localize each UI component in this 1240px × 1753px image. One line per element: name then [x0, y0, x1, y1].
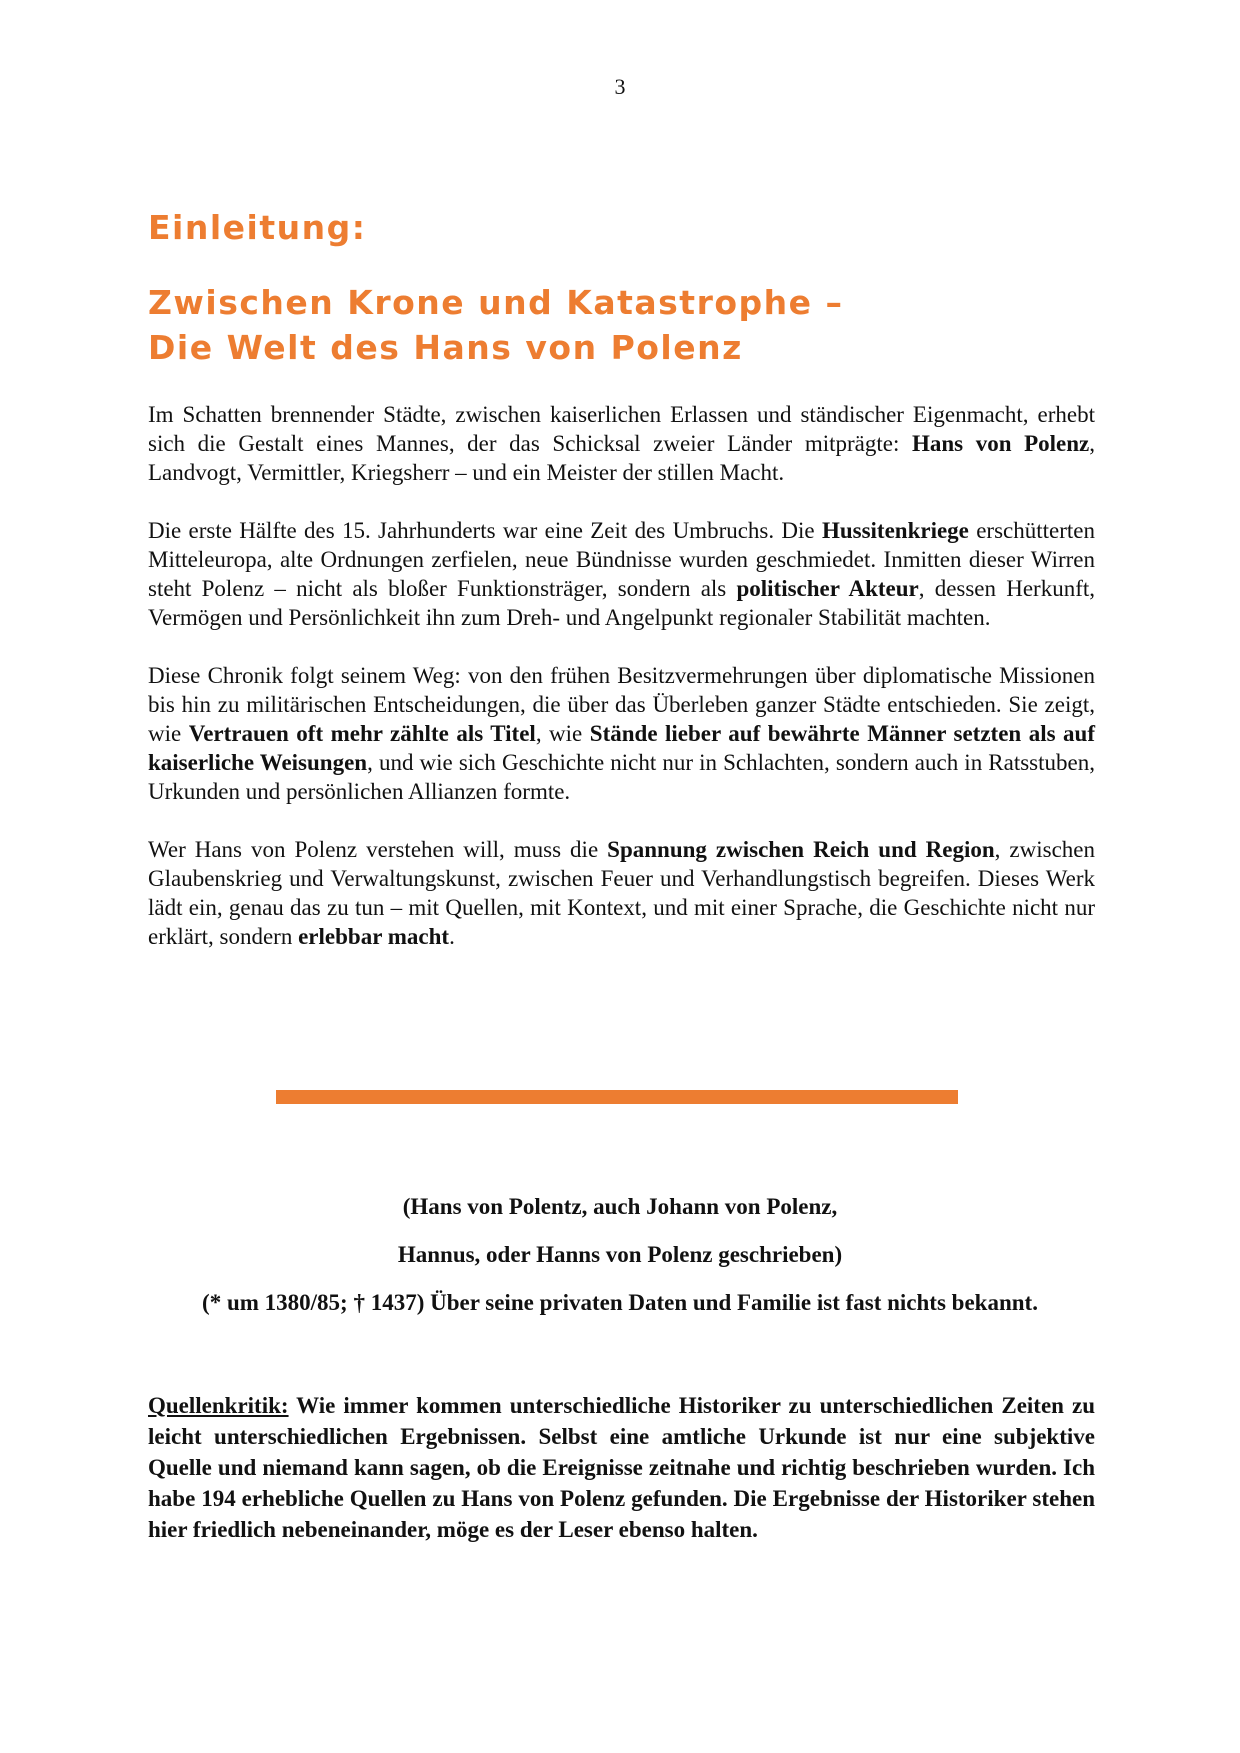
emphasis-text: erlebbar macht: [298, 924, 450, 949]
emphasis-text: Hussitenkriege: [821, 518, 969, 543]
source-criticism-label: Quellenkritik:: [148, 1393, 289, 1418]
paragraph: [148, 661, 1095, 806]
emphasis-text: politischer Akteur: [736, 576, 919, 601]
emphasis-text: Vertrauen oft mehr zählte als Titel: [188, 721, 536, 746]
orange-divider: [276, 1090, 958, 1104]
paragraph-text: , Landvogt, Vermittler, Kriegsherr – und ein Meister der stillen Macht.: [148, 431, 1095, 485]
subheading-line-2: Die Welt des Hans von Polenz: [148, 328, 743, 367]
paragraph-text: , und wie sich Geschichte nicht nur in Schlachten, sondern auch in Ratsstuben, Urkunden und persönlichen Allianzen formte.: [148, 750, 1095, 804]
emphasis-text: Stände lieber auf bewährte Männer setzten als auf kaiserliche Weisungen: [148, 721, 1095, 775]
page-number: 3: [614, 74, 626, 99]
paragraph-text: Wer Hans von Polenz verstehen will, muss die: [148, 837, 608, 862]
life-dates-line: (* um 1380/85; † 1437) Über seine privaten Daten und Familie ist fast nichts bekannt.: [202, 1290, 1038, 1315]
paragraph-text: Im Schatten brennender Städte, zwischen kaiserlichen Erlassen und ständischer Eigenmacht, erhebt sich die Gestalt eines Mannes, der das Schicksal zweier Länder mitprägte:: [148, 402, 1095, 456]
paragraph: [148, 516, 1095, 632]
subheading-line-1: Zwischen Krone und Katastrophe –: [148, 283, 844, 322]
emphasis-text: Hans von Polenz: [911, 431, 1090, 456]
names-line-1: (Hans von Polentz, auch Johann von Polenz,: [402, 1194, 838, 1219]
paragraph-text: , wie: [535, 721, 590, 746]
paragraph-text: erschütterten Mitteleuropa, alte Ordnungen zerfielen, neue Bündnisse wurden geschmiedet. Inmitten dieser Wirren steht Polenz – nicht als bloßer Funktionsträger, sondern als: [148, 518, 1095, 601]
paragraph-text: Diese Chronik folgt seinem Weg: von den frühen Besitzvermehrungen über diplomatische Missionen bis hin zu militärischen Entscheidungen, die über das Überleben ganzer Städte entschieden. Sie zeigt, wie: [148, 663, 1095, 746]
emphasis-text: Spannung zwischen Reich und Region: [607, 837, 995, 862]
source-criticism: [148, 1390, 1095, 1545]
names-line-2: Hannus, oder Hanns von Polenz geschrieben): [397, 1242, 843, 1267]
paragraph-text: , zwischen Glaubenskrieg und Verwaltungskunst, zwischen Feuer und Verhandlungstisch begreifen. Dieses Werk lädt ein, genau das zu tun – mit Quellen, mit Kontext, und mit einer Sprache, die Geschichte nicht nur erklärt, sondern: [148, 837, 1095, 949]
source-criticism-text: Wie immer kommen unterschiedliche Historiker zu unterschiedlichen Zeiten zu leicht unterschiedlichen Ergebnissen. Selbst eine amtliche Urkunde ist nur eine subjektive Quelle und niemand kann sagen, ob die Ereignisse zeitnahe und richtig beschrieben wurden. Ich habe 194 erhebliche Quellen zu Hans von Polenz gefunden. Die Ergebnisse der Historiker stehen hier friedlich nebeneinander, möge es der Leser ebenso halten.: [148, 1393, 1095, 1542]
paragraph-text: Die erste Hälfte des 15. Jahrhunderts war eine Zeit des Umbruchs. Die: [148, 518, 822, 543]
introduction-text: [148, 400, 1095, 980]
paragraph: [148, 835, 1095, 951]
paragraph-text: .: [449, 924, 455, 949]
chapter-subheading: [148, 280, 844, 370]
paragraph-text: , dessen Herkunft, Vermögen und Persönlichkeit ihn zum Dreh- und Angelpunkt regionaler Stabilität machten.: [148, 576, 1095, 630]
chapter-heading: Einleitung:: [148, 208, 367, 247]
paragraph: [148, 400, 1095, 487]
